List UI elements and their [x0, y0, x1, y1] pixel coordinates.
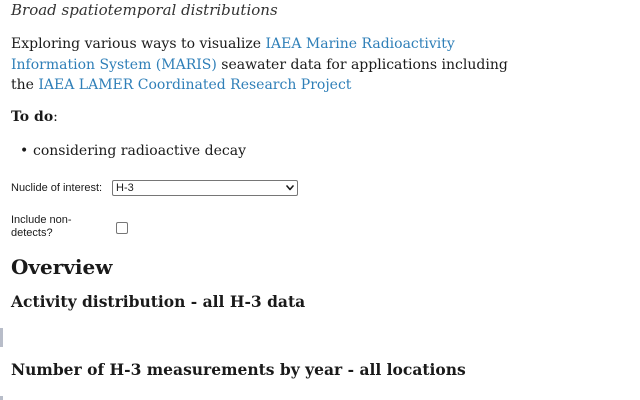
lamer-link[interactable]: IAEA LAMER Coordinated Research Project [38, 77, 352, 93]
todo-heading [11, 109, 58, 125]
nuclide-label: Nuclide of interest: [11, 182, 103, 194]
todo-list [20, 143, 246, 159]
count-heading: Number of H-3 measurements by year - all locations [11, 360, 466, 379]
todo-item-label: considering radioactive decay [33, 143, 246, 159]
nondetects-label: Include non-detects? [11, 214, 72, 239]
nuclide-select[interactable] [112, 180, 298, 196]
todo-heading-label: To do [11, 109, 54, 125]
page-subtitle: Broad spatiotemporal distributions [11, 1, 278, 19]
count-plot-edge [0, 396, 3, 400]
bullet-icon: • [20, 143, 29, 159]
intro-text-1: Exploring various ways to visualize [11, 36, 266, 52]
intro-paragraph [11, 34, 531, 96]
todo-heading-colon: : [53, 109, 58, 125]
activity-heading: Activity distribution - all H-3 data [11, 292, 306, 311]
maris-link[interactable]: IAEA Marine Radioactivity Information System (MARIS) [11, 36, 455, 73]
activity-plot-edge [0, 328, 3, 347]
overview-heading: Overview [11, 255, 113, 279]
nuclide-select-value: H-3 [116, 182, 134, 194]
chevron-down-icon [286, 185, 294, 191]
intro-text-2: seawater data for applications including the [11, 56, 508, 93]
list-item [20, 143, 246, 159]
nondetects-checkbox[interactable] [116, 222, 128, 234]
